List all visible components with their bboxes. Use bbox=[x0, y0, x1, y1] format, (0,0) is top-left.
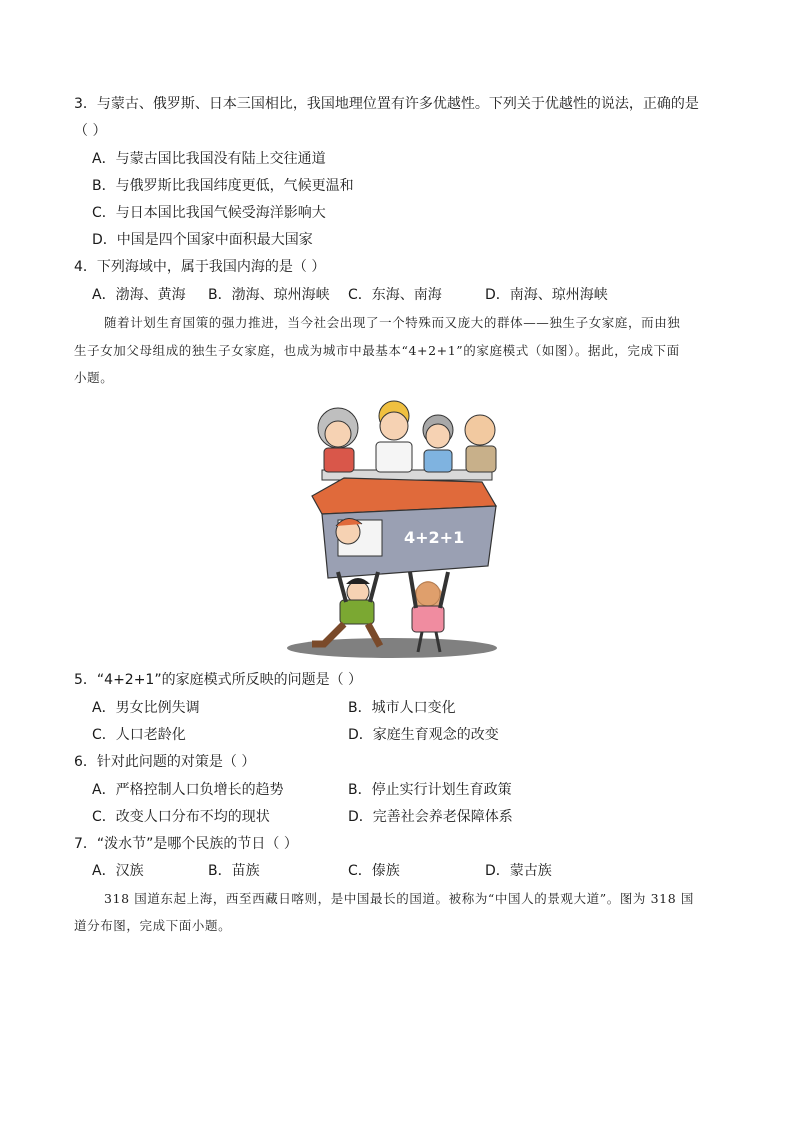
q7-option-a: A．汉族 bbox=[92, 863, 144, 879]
passage1-line1: 随着计划生育国策的强力推进，当今社会出现了一个特殊而又庞大的群体——独生子女家庭，而由独 bbox=[104, 315, 681, 330]
q4-option-d: D．南海、琼州海峡 bbox=[485, 287, 608, 303]
family-cartoon-figure bbox=[282, 396, 510, 662]
passage2-line2: 道分布图，完成下面小题。 bbox=[74, 918, 232, 933]
passage1-line2: 生子女加父母组成的独生子女家庭，也成为城市中最基本“4+2+1”的家庭模式（如图）。据此，完成下面 bbox=[74, 343, 680, 358]
q3-option-a: A．与蒙古国比我国没有陆上交往通道 bbox=[92, 151, 326, 167]
q4-option-b: B．渤海、琼州海峡 bbox=[208, 287, 330, 303]
q5-stem: 5．“4+2+1”的家庭模式所反映的问题是（ ） bbox=[74, 672, 363, 688]
passage1-line3: 小题。 bbox=[74, 370, 114, 385]
q5-option-a: A．男女比例失调 bbox=[92, 700, 200, 716]
q3-option-c: C．与日本国比我国气候受海洋影响大 bbox=[92, 205, 326, 221]
q4-option-a: A．渤海、黄海 bbox=[92, 287, 186, 303]
q7-stem: 7．“泼水节”是哪个民族的节日（ ） bbox=[74, 836, 298, 852]
house-label: 4+2+1 bbox=[404, 528, 465, 547]
q7-option-c: C．傣族 bbox=[348, 863, 400, 879]
q6-stem: 6．针对此问题的对策是（ ） bbox=[74, 754, 256, 770]
q5-option-b: B．城市人口变化 bbox=[348, 700, 456, 716]
q4-stem: 4．下列海域中，属于我国内海的是（ ） bbox=[74, 259, 326, 275]
q7-option-b: B．苗族 bbox=[208, 863, 260, 879]
q6-option-b: B．停止实行计划生育政策 bbox=[348, 782, 512, 798]
q3-answer-paren: （ ） bbox=[74, 123, 107, 139]
q5-option-c: C．人口老龄化 bbox=[92, 727, 186, 743]
q3-stem: 3．与蒙古、俄罗斯、日本三国相比，我国地理位置有许多优越性。下列关于优越性的说法，正确的是 bbox=[74, 96, 699, 112]
q4-option-c: C．东海、南海 bbox=[348, 287, 442, 303]
q7-option-d: D．蒙古族 bbox=[485, 863, 552, 879]
q5-option-d: D．家庭生育观念的改变 bbox=[348, 727, 499, 743]
q3-option-b: B．与俄罗斯比我国纬度更低，气候更温和 bbox=[92, 178, 354, 194]
q6-option-a: A．严格控制人口负增长的趋势 bbox=[92, 782, 284, 798]
q6-option-c: C．改变人口分布不均的现状 bbox=[92, 809, 270, 825]
passage2-line1: 318 国道东起上海，西至西藏日喀则，是中国最长的国道。被称为“中国人的景观大道”。图为 318 国 bbox=[104, 891, 694, 906]
q6-option-d: D．完善社会养老保障体系 bbox=[348, 809, 513, 825]
family-cartoon-illustration bbox=[282, 396, 510, 662]
q3-option-d: D．中国是四个国家中面积最大国家 bbox=[92, 232, 313, 248]
